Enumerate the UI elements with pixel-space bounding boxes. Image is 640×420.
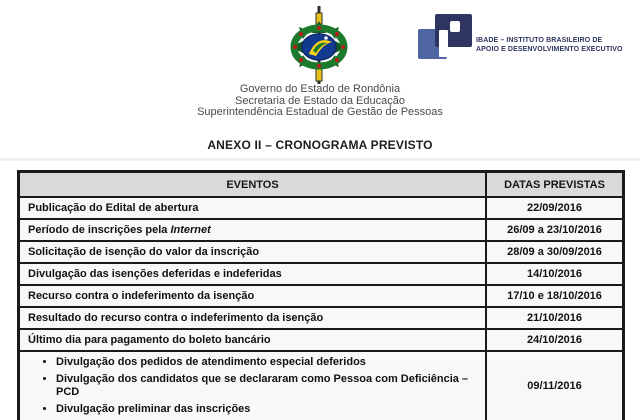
event-cell: Publicação do Edital de abertura <box>19 197 487 219</box>
date-cell: 17/10 e 18/10/2016 <box>486 285 623 307</box>
table-row <box>19 329 624 351</box>
event-text-italic: Internet <box>170 224 211 236</box>
ibade-text-line1: IBADE – INSTITUTO BRASILEIRO DE <box>476 37 603 44</box>
date-cell: 26/09 a 23/10/2016 <box>486 219 623 241</box>
table-row <box>19 197 624 219</box>
table-row <box>19 263 624 285</box>
table-row <box>19 241 624 263</box>
table-row <box>19 307 624 329</box>
event-cell: Último dia para pagamento do boleto bancário <box>19 329 487 351</box>
table-row-bulleted <box>19 351 624 420</box>
table-row <box>19 219 624 241</box>
org-header <box>0 84 640 119</box>
event-cell: Divulgação das isenções deferidas e indeferidas <box>19 263 487 285</box>
org-line-superintendence: Superintendência Estadual de Gestão de Pessoas <box>197 106 443 118</box>
date-cell: 09/11/2016 <box>486 351 623 420</box>
date-cell: 21/10/2016 <box>486 307 623 329</box>
org-line-government: Governo do Estado de Rondônia <box>239 83 401 95</box>
page-title: ANEXO II – CRONOGRAMA PREVISTO <box>207 138 433 152</box>
event-cell <box>19 219 487 241</box>
bullet-item: • Divulgação dos pedidos de atendimento especial deferidos <box>56 356 476 369</box>
event-cell: Resultado do recurso contra o indeferimento da isenção <box>19 307 487 329</box>
ibade-i-glyph-dot <box>450 21 460 32</box>
event-text: Período de inscrições pela <box>28 224 171 236</box>
event-cell: Solicitação de isenção do valor da inscrição <box>19 241 487 263</box>
scan-artifact-line <box>0 158 640 161</box>
org-line-secretariat: Secretaria de Estado da Educação <box>234 94 405 107</box>
rondonia-coat-of-arms <box>287 5 351 85</box>
event-cell: Recurso contra o indeferimento da isenção <box>19 285 487 307</box>
bullet-item: • Divulgação dos candidatos que se declararam como Pessoa com Deficiência – PCD <box>56 373 476 399</box>
event-cell-bulleted <box>19 351 487 420</box>
schedule-table <box>17 170 625 420</box>
bullet-item: • Divulgação preliminar das inscrições <box>56 403 476 416</box>
ibade-text-line2: APOIO E DESENVOLVIMENTO EXECUTIVO <box>476 46 623 53</box>
event-bullet-list <box>42 356 476 416</box>
ibade-logo-text <box>476 36 638 54</box>
emblem-star <box>324 36 328 40</box>
date-cell: 24/10/2016 <box>486 329 623 351</box>
date-cell: 22/09/2016 <box>486 197 623 219</box>
col-header-events: EVENTOS <box>19 172 487 198</box>
date-cell: 14/10/2016 <box>486 263 623 285</box>
ibade-logo <box>416 12 638 64</box>
date-cell: 28/09 a 30/09/2016 <box>486 241 623 263</box>
table-row <box>19 285 624 307</box>
col-header-dates: DATAS PREVISTAS <box>486 172 623 198</box>
emblem-staff-bottom <box>316 69 322 81</box>
ibade-i-glyph-stem <box>439 30 448 57</box>
table-header-row <box>19 172 624 198</box>
